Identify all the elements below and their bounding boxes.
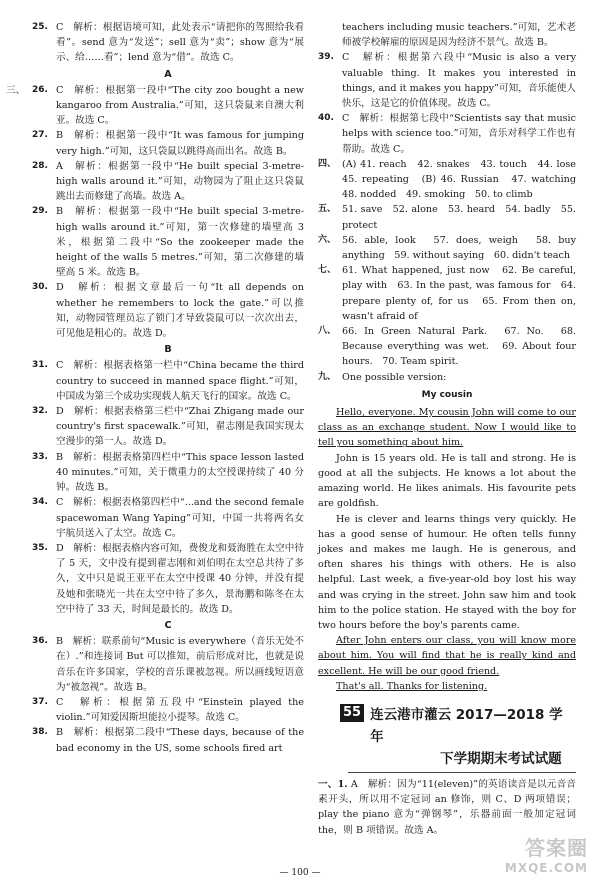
question-number: 29. [32,206,48,217]
answer-text: B 解析：根据第二段中“These days, because of the bad economy in the US, some schools fired art [56,727,304,754]
answer-item [32,450,304,496]
question-number: 31. [32,360,48,371]
question-number: 39. [318,52,334,63]
question-number: 1. [337,778,348,790]
answer-item [32,159,304,205]
answer-text: D 解析：根据表格内容可知，费俊龙和聂海胜在太空中待了 5 天，文中没有提到翟志刚和刘伯明在太空总共待了多久，文中只是说王亚平在太空中授课 40 分钟，并没有提及她和张晓光一共在太空中待了多久，景海鹏和陈冬在太空中待了 33 天，时间是最长的。故选 D。 [56,542,304,615]
unit-title-line-2: 下学期期末考试试题 [440,750,562,767]
unit-header [318,704,576,770]
question-number: 40. [318,113,334,124]
section-label: 六、 [318,234,337,245]
answer-text: 56. able, look 57. does, weigh 58. buy anything 59. without saying 60. didn't teach [342,234,576,262]
answer-text: C 解析：根据语境可知，此处表示“请把你的驾照给我看看”。send 意为“发送”；sell 意为“卖”；show 意为“展示、给……看”；lend 意为“借”。故选 C。 [56,22,304,64]
answer-item [32,128,304,158]
question-number: 28. [32,160,48,171]
vocab-row [318,157,586,203]
answer-item [318,111,576,157]
essay-paragraph: That's all. Thanks for listening. [336,680,488,692]
answer-text: C 解析：根据第七段中“Scientists say that music helps with science too.”可知，音乐对科学工作也有帮助。故选 C。 [342,113,576,155]
unit-first-answer [318,777,576,838]
answer-text: B 解析：根据表格第四栏中“This space lesson lasted 40 minutes.”可知，关于微重力的太空授课持续了 40 分钟。故选 B。 [56,451,304,494]
vocab-row [318,370,576,385]
answer-text: D 解析：根据表格第三栏中“Zhai Zhigang made our country's first spacewalk.”可知，翟志刚是我国实现太空漫步的第一人。故选 D。 [56,406,304,448]
left-column [6,20,304,756]
answer-text: C 解析：根据表格第四栏中“...and the second female spacewoman Wang Yaping”可知，中国一共将两名女宇航员送入了太空。故选 C。 [56,497,304,539]
answer-text: C 解析：根据表格第一栏中“China became the third country to succeed in manned space flight.”可知，中国成为第三个成功实现载人航天飞行的国家。故选 C。 [56,360,304,402]
answer-text: B 解析：根据第一段中“It was famous for jumping very high.”可知，这只袋鼠以跳得高而出名。故选 B。 [56,130,304,157]
answer-item [32,20,304,66]
section-heading: A [164,68,172,80]
answer-item [6,83,304,129]
section-label: 七、 [318,265,337,276]
question-number: 26. [32,84,48,95]
question-number: 37. [32,696,48,707]
answer-text: 66. In Green Natural Park. 67. No. 68. Because everything was wet. 69. About four hours. 70. Team spirit. [342,326,576,368]
answer-text: A 解析：根据第一段中“He built special 3-metre-high walls around it.”可知，动物园为了阻止这只袋鼠跳出去而修建了高墙。故选 A。 [56,160,304,203]
answer-text: A 解析：因为“11(eleven)”的英语读音是以元音音素开头，所以用不定冠词 an 修饰，则 C、D 两项错误；play the piano 意为“弹钢琴”，乐器前面一般加定冠词 the，则 B 项错误。故选 A。 [318,778,577,836]
vocab-row [318,263,576,324]
answer-item [32,541,304,617]
question-number: 33. [32,451,48,462]
answer-item [32,404,304,450]
watermark-logo [505,838,588,878]
page-number: — 100 — [279,868,321,878]
section-heading: B [164,344,172,356]
answer-text: teachers including music teachers.”可知，艺术老师被学校解雇的原因是因为经济不景气。故选 B。 [342,22,576,49]
answer-item [32,204,304,280]
answer-item [32,634,304,695]
answer-item [32,725,304,755]
answer-text: C 解析：根据第一段中“The city zoo bought a new kangaroo from Australia.”可知，这只袋鼠来自澳大利亚。故选 C。 [56,84,304,127]
essay-paragraph: John is 15 years old. He is tall and strong. He is good at all the subjects. He knows a lot about the amazing world. He likes animals. His favourite pets are goldfish. [318,452,576,510]
answer-item [32,280,304,341]
answer-text: C 解析：根据第五段中“Einstein played the violin.”可知爱因斯坦能拉小提琴。故选 C。 [56,696,304,724]
essay-paragraph: After John enters our class, you will know more about him. You will find that he is really kind and excellent. He will be our good friend. [318,635,576,677]
question-number: 30. [32,282,48,293]
question-number: 34. [32,497,48,508]
answer-text: (A) 41. reach 42. snakes 43. touch 44. lose 45. repeating (B) 46. Russian 47. watching 48. nodded 49. smoking 50. to climb [342,158,586,201]
answer-item [318,50,576,111]
question-number: 35. [32,542,48,553]
question-number: 36. [32,636,48,647]
answer-item [32,495,304,541]
answer-item [32,358,304,404]
section-label: 一、 [318,778,338,790]
section-label: 三、 [6,84,26,96]
unit-title-line-1: 连云港市灌云 2017—2018 学年 [370,706,563,745]
vocab-row [318,324,576,370]
question-number: 27. [32,130,48,141]
section-heading: C [164,619,172,631]
answer-text: B 解析：根据第一段中“He built special 3-metre-high walls around it.”可知，第一次修建的墙壁高 3 米，根据第二段中“So the zookeeper made the height of the walls 5 metres.”可知，第二次修建的墙壁高 5 米。故选 B。 [56,206,304,279]
essay-paragraph: Hello, everyone. My cousin John will come to our class as an exchange student. Now I would like to tell you something about him. [318,407,576,449]
essay-title: My cousin [421,389,473,400]
answers-continued [318,20,576,157]
section-label: 八、 [318,326,337,337]
answer-text: D 解析：根据文章最后一句“It all depends on whether he remembers to lock the gate.”可以推知，动物园管理员忘了锁门才导致袋鼠可以一次次出去，可见他是粗心的。故选 D。 [56,282,304,340]
watermark-text: 答案圈 [525,836,588,860]
sample-essay [318,388,576,694]
vocabulary-answers [318,157,586,385]
unit-number-badge: 55 [340,704,364,722]
answer-text: 51. save 52. alone 53. heard 54. badly 55. protect [342,204,576,231]
section-label: 五、 [318,204,337,215]
answer-text: C 解析：根据第六段中“Music is also a very valuable thing. It makes you interested in things, and it makes you happy”可知，音乐能使人快乐，这是它的价值体现。故选 C。 [342,52,576,110]
watermark-url: MXQE.COM [504,861,588,875]
unit-divider [348,772,576,773]
question-number: 25. [32,22,48,32]
right-column [318,20,586,838]
essay-body [318,405,576,694]
vocab-row [318,202,576,232]
question-number: 38. [32,727,48,738]
section-label: 九、 [318,371,337,382]
question-number: 32. [32,406,48,417]
answer-text: One possible version: [342,371,447,383]
section-label: 四、 [318,158,337,169]
vocab-row [318,233,576,263]
answer-item [32,695,304,725]
answer-text: B 解析：联系前句“Music is everywhere（音乐无处不在）.”和连接词 But 可以推知，前后形成对比，也就是说音乐在许多国家，学校的音乐课被忽视。所以画线短语意为“被忽视”。故选 B。 [56,636,304,693]
answer-text: 61. What happened, just now 62. Be careful, play with 63. In the past, was famous for 64. prepare plenty of, for us 65. From then on, wasn't afraid of [342,265,576,322]
essay-paragraph: He is clever and learns things very quickly. He has a good sense of humour. He often tells funny jokes and makes me laugh. He is generous, and often shares his things with others. He is also helpful. Last week, a five-year-old boy lost his way and was crying in the street. John saw him and took him to the police station. He stayed with the boy for two hours before the boy's parents came. [318,513,576,631]
